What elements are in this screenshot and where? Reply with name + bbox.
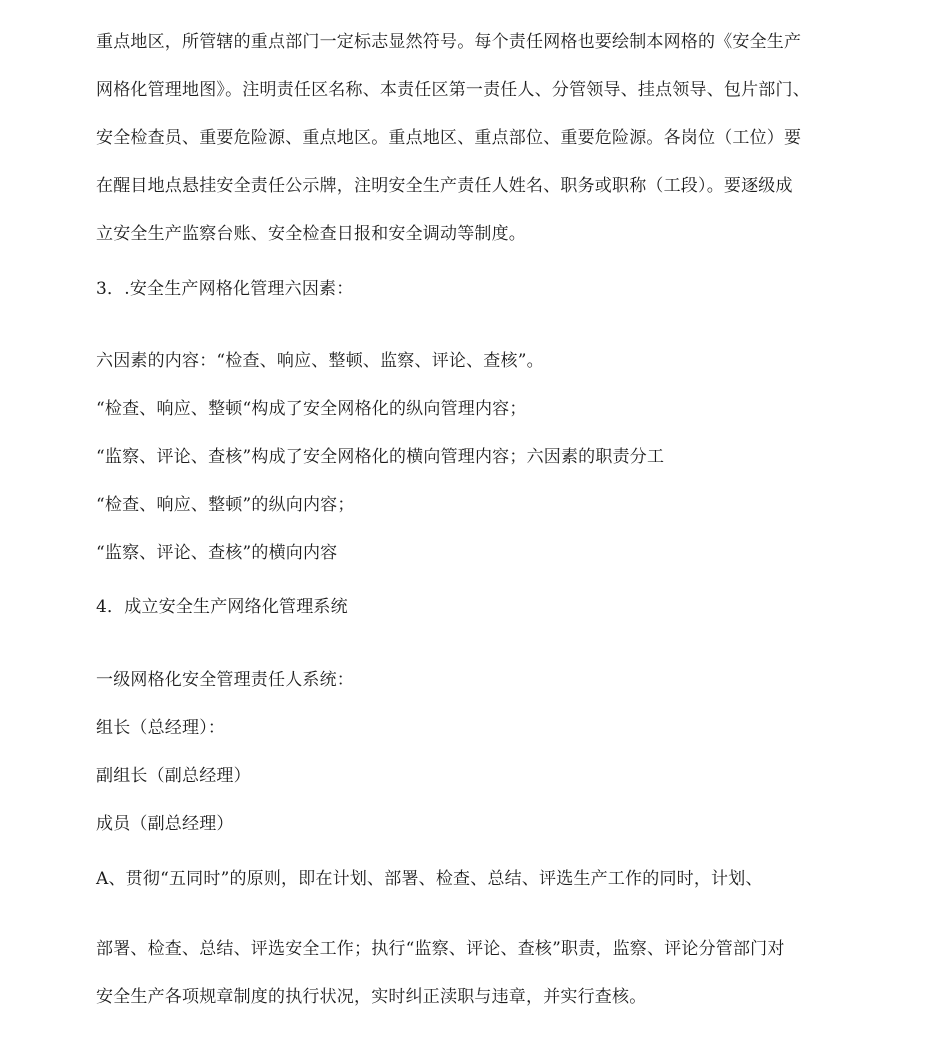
paragraph-line: 网格化管理地图》。注明责任区名称、本责任区第一责任人、分管领导、挂点领导、包片部门、 <box>96 80 810 100</box>
paragraph-line: 部署、检查、总结、评选安全工作；执行“监察、评论、查核”职责，监察、评论分管部门对 <box>96 939 785 959</box>
paragraph-line: “检查、响应、整顿”的纵向内容； <box>96 495 355 515</box>
paragraph-line: 组长（总经理）： <box>96 718 226 738</box>
paragraph-line: 一级网格化安全管理责任人系统： <box>96 670 354 690</box>
paragraph-line: 六因素的内容：“检查、响应、整顿、监察、评论、查核”。 <box>96 351 544 371</box>
paragraph-line: 重点地区，所管辖的重点部门一定标志显然符号。每个责任网格也要绘制本网格的《安全生产 <box>96 32 802 52</box>
paragraph-line: 立安全生产监察台账、安全检查日报和安全调动等制度。 <box>96 224 526 244</box>
paragraph-line: 成员（副总经理） <box>96 814 234 834</box>
paragraph-line: 在醒目地点悬挂安全责任公示牌，注明安全生产责任人姓名、职务或职称（工段）。要逐级成 <box>96 176 793 196</box>
section-heading: 3．.安全生产网格化管理六因素： <box>96 279 354 299</box>
paragraph-line: “检查、响应、整顿“构成了安全网格化的纵向管理内容； <box>96 399 527 419</box>
paragraph-line: 安全检查员、重要危险源、重点地区。重点地区、重点部位、重要危险源。各岗位（工位）要 <box>96 128 802 148</box>
paragraph-line: A、贯彻“五同时”的原则，即在计划、部署、检查、总结、评选生产工作的同时，计划、 <box>96 869 763 889</box>
paragraph-line: “监察、评论、查核”的横向内容 <box>96 543 338 563</box>
paragraph-line: 安全生产各项规章制度的执行状况，实时纠正渎职与违章，并实行查核。 <box>96 987 647 1007</box>
paragraph-line: 副组长（副总经理） <box>96 766 251 786</box>
section-heading: 4．成立安全生产网络化管理系统 <box>96 597 348 617</box>
paragraph-line: “监察、评论、查核”构成了安全网格化的横向管理内容；六因素的职责分工 <box>96 447 665 467</box>
